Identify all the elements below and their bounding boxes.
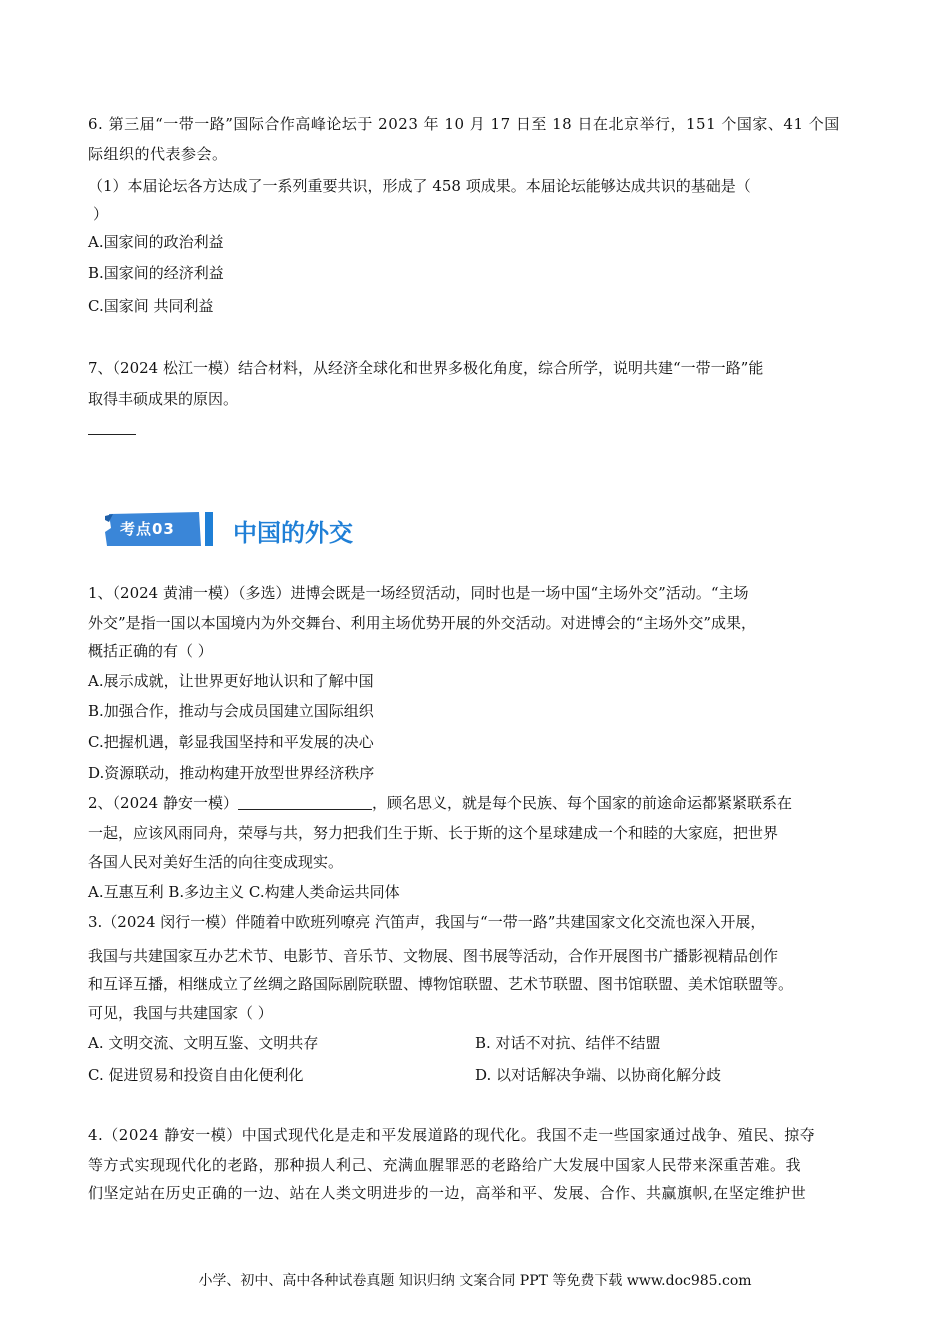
s2-line-2: 一起，应该风雨同舟，荣辱与共，努力把我们生于斯、长于斯的这个星球建成一个和睦的大家庭，把世界 (88, 824, 779, 842)
s3-option-c: C. 促进贸易和投资自由化便利化 (88, 1066, 304, 1084)
q7-line-1: 7、（2024 松江一模）结合材料，从经济全球化和世界多极化角度，综合所学，说明共建“一带一路”能 (88, 359, 764, 377)
s2-fill-blank (238, 793, 372, 810)
s4-line-3: 们坚定站在历史正确的一边、站在人类文明进步的一边，高举和平、发展、合作、共赢旗帜,在坚定维护世 (88, 1184, 807, 1202)
s2-options: A.互惠互利 B.多边主义 C.构建人类命运共同体 (88, 883, 400, 901)
s2-prefix: 2、（2024 静安一模） (88, 794, 238, 812)
s1-option-d: D.资源联动，推动构建开放型世界经济秩序 (88, 764, 375, 782)
s1-line-3: 概括正确的有（ ） (88, 642, 213, 660)
s3-line-3: 和互译互播，相继成立了丝绸之路国际剧院联盟、博物馆联盟、艺术节联盟、图书馆联盟、美术馆联盟等。 (88, 975, 794, 993)
s3-option-a: A. 文明交流、文明互鉴、文明共存 (88, 1034, 319, 1052)
q6-line-2: 际组织的代表参会。 (88, 145, 228, 163)
q7-line-2: 取得丰硕成果的原因。 (88, 390, 239, 408)
s4-line-2: 等方式实现现代化的老路，那种损人利己、充满血腥罪恶的老路给广大发展中国家人民带来深重苦难。我 (88, 1156, 802, 1174)
q6-option-c: C.国家间 共同利益 (88, 297, 214, 315)
s3-option-b: B. 对话不对抗、结伴不结盟 (475, 1034, 661, 1052)
s1-option-b: B.加强合作，推动与会成员国建立国际组织 (88, 702, 374, 720)
s2-line-1 (88, 793, 792, 813)
s3-option-d: D. 以对话解决争端、以协商化解分歧 (475, 1066, 722, 1084)
s3-line-4: 可见，我国与共建国家（ ） (88, 1004, 273, 1022)
q6-line-1: 6. 第三届“一带一路”国际合作高峰论坛于 2023 年 10 月 17 日至 18 日在北京举行，151 个国家、41 个国 (88, 115, 840, 133)
page-footer: 小学、初中、高中各种试卷真题 知识归纳 文案合同 PPT 等免费下载 www.doc985.com (198, 1273, 752, 1289)
s1-line-1: 1、（2024 黄浦一模）（多选）进博会既是一场经贸活动，同时也是一场中国“主场外交”活动。“主场 (88, 584, 749, 602)
section-badge-label: 考点03 (120, 520, 175, 538)
s3-line-1: 3.（2024 闵行一模）伴随着中欧班列嘹亮 汽笛声，我国与“一带一路”共建国家文化交流也深入开展， (88, 913, 766, 931)
s2-line-3: 各国人民对美好生活的向往变成现实。 (88, 853, 344, 871)
section-title: 中国的外交 (233, 519, 353, 547)
answer-blank-line (88, 434, 136, 435)
s1-line-2: 外交”是指一国以本国境内为外交舞台、利用主场优势开展的外交活动。对进博会的“主场外交”成果， (88, 614, 757, 632)
q6-sub1-line-2: ） (93, 205, 109, 223)
s2-line-1-suffix: ，顾名思义，就是每个民族、每个国家的前途命运都紧紧联系在 (372, 794, 793, 812)
q6-sub1-line-1: （1）本届论坛各方达成了一系列重要共识，形成了 458 项成果。本届论坛能够达成共识的基础是（ (88, 177, 751, 195)
q6-option-b: B.国家间的经济利益 (88, 264, 224, 282)
s1-option-a: A.展示成就，让世界更好地认识和了解中国 (88, 672, 374, 690)
s4-line-1: 4.（2024 静安一模）中国式现代化是走和平发展道路的现代化。我国不走一些国家通过战争、殖民、掠夺 (88, 1126, 816, 1144)
q6-option-a: A.国家间的政治利益 (88, 233, 224, 251)
s3-line-2: 我国与共建国家互办艺术节、电影节、音乐节、文物展、图书展等活动，合作开展图书广播影视精品创作 (88, 947, 779, 965)
s1-option-c: C.把握机遇，彰显我国坚持和平发展的决心 (88, 733, 374, 751)
